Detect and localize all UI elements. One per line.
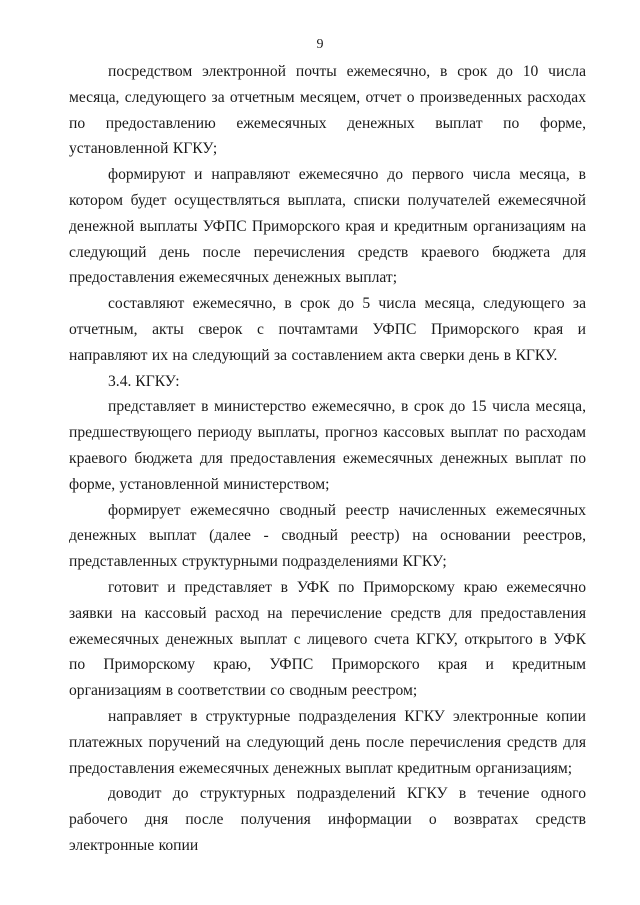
paragraph-consolidated-register: формирует ежемесячно сводный реестр начисленных ежемесячных денежных выплат (далее - сводный реестр) на основании реестров, представленных структурными подразделениями КГКУ; [69, 501, 586, 571]
section-heading-3-4: 3.4. КГКУ: [108, 372, 180, 390]
paragraph-payment-orders: направляет в структурные подразделения КГКУ электронные копии платежных поручений на следующий день после перечисления средств для предоставления ежемесячных денежных выплат кредитным организациям; [69, 707, 586, 777]
paragraph-recipient-lists: формируют и направляют ежемесячно до первого числа месяца, в котором будет осуществляться выплата, списки получателей ежемесячной денежной выплаты УФПС Приморского края и кредитным организациям на следующий день после перечисления средств краевого бюджета для предоставления ежемесячных денежных выплат; [69, 166, 586, 287]
paragraph-reconciliation-acts: составляют ежемесячно, в срок до 5 числа месяца, следующего за отчетным, акты сверок с почтамтами УФПС Приморского края и направляют их на следующий за составлением акта сверки день в КГКУ. [69, 295, 586, 364]
paragraph-email-report: посредством электронной почты ежемесячно, в срок до 10 числа месяца, следующего за отчетным месяцем, отчет о произведенных расходах по предоставлению ежемесячных денежных выплат по форме, установленной КГКУ; [69, 63, 586, 158]
paragraph-cash-requests: готовит и представляет в УФК по Приморскому краю ежемесячно заявки на кассовый расход на перечисление средств для предоставления ежемесячных денежных выплат с лицевого счета КГКУ, открытого в УФК по Приморскому краю, УФПС Приморского края и кредитным организациям в соответствии со сводным реестром; [69, 578, 586, 700]
document-body [69, 59, 586, 859]
paragraph-payment-forecast: представляет в министерство ежемесячно, в срок до 15 числа месяца, предшествующего периоду выплаты, прогноз кассовых выплат по расходам краевого бюджета для предоставления ежемесячных денежных выплат по форме, установленной министерством; [69, 398, 586, 493]
paragraph-refund-info: доводит до структурных подразделений КГКУ в течение одного рабочего дня после получения информации о возвратах средств электронные копии [69, 785, 586, 854]
page-number: 9 [316, 37, 324, 52]
